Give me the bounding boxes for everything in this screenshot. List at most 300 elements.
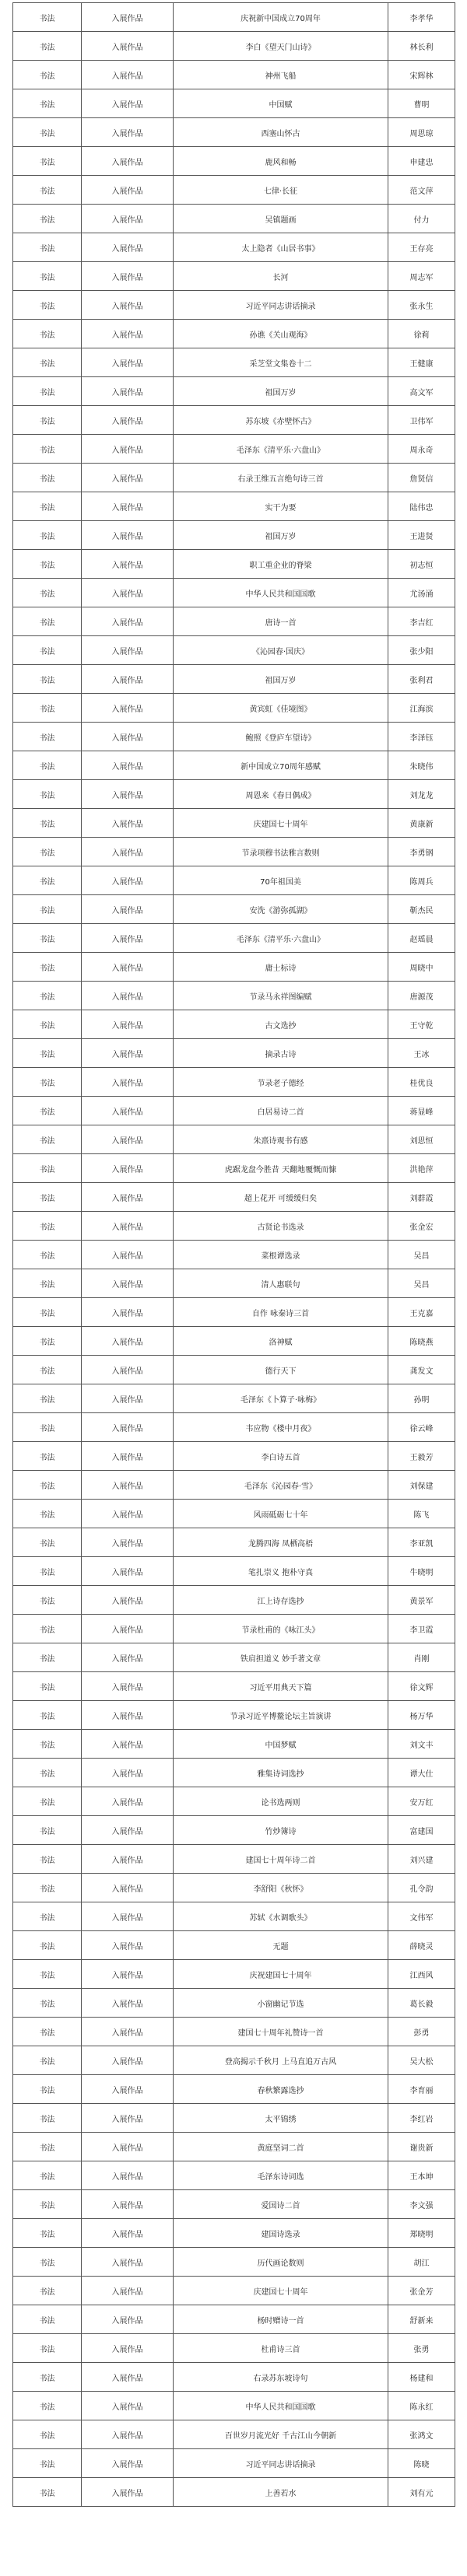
- table-row: [13, 2334, 455, 2363]
- category-cell: 书法: [13, 550, 82, 579]
- title-cell: 唐诗一首: [174, 607, 388, 636]
- status-cell: 入展作品: [82, 32, 174, 61]
- author-cell: 李育丽: [388, 2075, 455, 2104]
- title-cell: 建国七十周年诗二首: [174, 1845, 388, 1874]
- title-cell: 庆祝新中国成立70周年: [174, 3, 388, 32]
- table-row: [13, 2219, 455, 2248]
- status-cell: 入展作品: [82, 2248, 174, 2277]
- author-cell: 李文强: [388, 2190, 455, 2219]
- author-cell: 王冰: [388, 1039, 455, 1068]
- category-cell: 书法: [13, 1442, 82, 1471]
- category-cell: 书法: [13, 2046, 82, 2075]
- author-cell: 李吉红: [388, 607, 455, 636]
- category-cell: 书法: [13, 1356, 82, 1384]
- table-row: [13, 2075, 455, 2104]
- table-row: [13, 3, 455, 32]
- title-cell: 鹿风和畅: [174, 147, 388, 176]
- author-cell: 富建国: [388, 1816, 455, 1845]
- category-cell: 书法: [13, 32, 82, 61]
- table-row: [13, 2392, 455, 2420]
- status-cell: 入展作品: [82, 1500, 174, 1528]
- title-cell: 右录王维五言绝句诗三首: [174, 464, 388, 492]
- table-row: [13, 1902, 455, 1931]
- table-row: [13, 1643, 455, 1672]
- author-cell: 洪艳萍: [388, 1154, 455, 1183]
- status-cell: 入展作品: [82, 1701, 174, 1730]
- title-cell: 采芝堂文集卷十二: [174, 348, 388, 377]
- category-cell: 书法: [13, 1931, 82, 1960]
- title-cell: 登高揭示千秋月 上马直追万古风: [174, 2046, 388, 2075]
- status-cell: 入展作品: [82, 1528, 174, 1557]
- category-cell: 书法: [13, 1730, 82, 1759]
- status-cell: 入展作品: [82, 2133, 174, 2161]
- table-row: [13, 1413, 455, 1442]
- status-cell: 入展作品: [82, 2334, 174, 2363]
- title-cell: 《沁园春·国庆》: [174, 636, 388, 665]
- author-cell: 吴大松: [388, 2046, 455, 2075]
- author-cell: 桂优良: [388, 1068, 455, 1097]
- author-cell: 肖刚: [388, 1643, 455, 1672]
- category-cell: 书法: [13, 780, 82, 809]
- table-row: [13, 1298, 455, 1327]
- table-row: [13, 1327, 455, 1356]
- category-cell: 书法: [13, 2478, 82, 2507]
- title-cell: 西塞山怀古: [174, 118, 388, 147]
- author-cell: 陈晓燕: [388, 1327, 455, 1356]
- table-row: [13, 1125, 455, 1154]
- status-cell: 入展作品: [82, 2104, 174, 2133]
- author-cell: 刘龙龙: [388, 780, 455, 809]
- status-cell: 入展作品: [82, 751, 174, 780]
- table-row: [13, 2018, 455, 2046]
- table-row: [13, 1960, 455, 1989]
- author-cell: 王本坤: [388, 2161, 455, 2190]
- status-cell: 入展作品: [82, 1241, 174, 1269]
- table-row: [13, 1730, 455, 1759]
- status-cell: 入展作品: [82, 492, 174, 521]
- status-cell: 入展作品: [82, 780, 174, 809]
- table-row: [13, 2161, 455, 2190]
- status-cell: 入展作品: [82, 1471, 174, 1500]
- title-cell: 杜甫诗三首: [174, 2334, 388, 2363]
- category-cell: 书法: [13, 1212, 82, 1241]
- status-cell: 入展作品: [82, 1212, 174, 1241]
- author-cell: 詹贤信: [388, 464, 455, 492]
- author-cell: 张利君: [388, 665, 455, 694]
- category-cell: 书法: [13, 1557, 82, 1586]
- author-cell: 周志军: [388, 262, 455, 291]
- table-row: [13, 1931, 455, 1960]
- category-cell: 书法: [13, 1960, 82, 1989]
- category-cell: 书法: [13, 348, 82, 377]
- author-cell: 陈周兵: [388, 866, 455, 895]
- table-row: [13, 348, 455, 377]
- status-cell: 入展作品: [82, 348, 174, 377]
- title-cell: 庆建国七十周年: [174, 809, 388, 838]
- category-cell: 书法: [13, 521, 82, 550]
- title-cell: 无题: [174, 1931, 388, 1960]
- title-cell: 70年祖国美: [174, 866, 388, 895]
- status-cell: 入展作品: [82, 1356, 174, 1384]
- category-cell: 书法: [13, 1586, 82, 1615]
- title-cell: 毛泽东《清平乐·六盘山》: [174, 924, 388, 953]
- title-cell: 职工重企业的脊梁: [174, 550, 388, 579]
- category-cell: 书法: [13, 61, 82, 89]
- category-cell: 书法: [13, 1039, 82, 1068]
- table-row: [13, 1500, 455, 1528]
- status-cell: 入展作品: [82, 464, 174, 492]
- table-row: [13, 636, 455, 665]
- author-cell: 王克嘉: [388, 1298, 455, 1327]
- category-cell: 书法: [13, 1241, 82, 1269]
- table-row: [13, 1816, 455, 1845]
- status-cell: 入展作品: [82, 2478, 174, 2507]
- table-row: [13, 61, 455, 89]
- status-cell: 入展作品: [82, 2075, 174, 2104]
- title-cell: 铁肩担道义 妙手著文章: [174, 1643, 388, 1672]
- title-cell: 庆祝建国七十周年: [174, 1960, 388, 1989]
- category-cell: 书法: [13, 89, 82, 118]
- author-cell: 李勇钢: [388, 838, 455, 866]
- category-cell: 书法: [13, 1500, 82, 1528]
- author-cell: 张金宏: [388, 1212, 455, 1241]
- category-cell: 书法: [13, 1643, 82, 1672]
- author-cell: 李泽钰: [388, 723, 455, 751]
- author-cell: 葛长毅: [388, 1989, 455, 2018]
- title-cell: 笔扎崇义 抱朴守真: [174, 1557, 388, 1586]
- author-cell: 徐莉: [388, 320, 455, 348]
- title-cell: 祖国万岁: [174, 377, 388, 406]
- category-cell: 书法: [13, 924, 82, 953]
- table-row: [13, 1672, 455, 1701]
- title-cell: 中华人民共和国国歌: [174, 2392, 388, 2420]
- title-cell: 中国梦赋: [174, 1730, 388, 1759]
- status-cell: 入展作品: [82, 2018, 174, 2046]
- status-cell: 入展作品: [82, 176, 174, 205]
- table-row: [13, 32, 455, 61]
- status-cell: 入展作品: [82, 1125, 174, 1154]
- status-cell: 入展作品: [82, 1615, 174, 1643]
- category-cell: 书法: [13, 176, 82, 205]
- table-row: [13, 1183, 455, 1212]
- table-row: [13, 176, 455, 205]
- title-cell: 竹炒簿诗: [174, 1816, 388, 1845]
- author-cell: 孙明: [388, 1384, 455, 1413]
- category-cell: 书法: [13, 1125, 82, 1154]
- table-row: [13, 2190, 455, 2219]
- author-cell: 周思琼: [388, 118, 455, 147]
- author-cell: 文伟军: [388, 1902, 455, 1931]
- category-cell: 书法: [13, 205, 82, 233]
- author-cell: 江西风: [388, 1960, 455, 1989]
- title-cell: 新中国成立70周年感赋: [174, 751, 388, 780]
- status-cell: 入展作品: [82, 2277, 174, 2305]
- title-cell: 古文选抄: [174, 1010, 388, 1039]
- title-cell: 风雨砥砺七十年: [174, 1500, 388, 1528]
- author-cell: 刘思恒: [388, 1125, 455, 1154]
- title-cell: 中华人民共和国国歌: [174, 579, 388, 607]
- status-cell: 入展作品: [82, 291, 174, 320]
- category-cell: 书法: [13, 1471, 82, 1500]
- table-row: [13, 2363, 455, 2392]
- author-cell: 张永生: [388, 291, 455, 320]
- status-cell: 入展作品: [82, 665, 174, 694]
- status-cell: 入展作品: [82, 1759, 174, 1787]
- category-cell: 书法: [13, 751, 82, 780]
- status-cell: 入展作品: [82, 262, 174, 291]
- table-row: [13, 1701, 455, 1730]
- status-cell: 入展作品: [82, 1643, 174, 1672]
- title-cell: 毛泽东《卜算子·咏梅》: [174, 1384, 388, 1413]
- status-cell: 入展作品: [82, 320, 174, 348]
- category-cell: 书法: [13, 464, 82, 492]
- title-cell: 苏轼《水调歌头》: [174, 1902, 388, 1931]
- category-cell: 书法: [13, 694, 82, 723]
- author-cell: 陈永红: [388, 2392, 455, 2420]
- author-cell: 王守乾: [388, 1010, 455, 1039]
- status-cell: 入展作品: [82, 953, 174, 982]
- status-cell: 入展作品: [82, 61, 174, 89]
- author-cell: 彭勇: [388, 2018, 455, 2046]
- status-cell: 入展作品: [82, 1097, 174, 1125]
- author-cell: 宋辉林: [388, 61, 455, 89]
- title-cell: 清人惠联句: [174, 1269, 388, 1298]
- table-row: [13, 1615, 455, 1643]
- table-row: [13, 2420, 455, 2449]
- title-cell: 习近平同志讲话摘录: [174, 2449, 388, 2478]
- title-cell: 毛泽东《沁园春·雪》: [174, 1471, 388, 1500]
- title-cell: 雅集诗词选抄: [174, 1759, 388, 1787]
- author-cell: 张金芳: [388, 2277, 455, 2305]
- status-cell: 入展作品: [82, 89, 174, 118]
- table-row: [13, 1845, 455, 1874]
- status-cell: 入展作品: [82, 1931, 174, 1960]
- author-cell: 初志恒: [388, 550, 455, 579]
- category-cell: 书法: [13, 2161, 82, 2190]
- status-cell: 入展作品: [82, 1730, 174, 1759]
- category-cell: 书法: [13, 2305, 82, 2334]
- status-cell: 入展作品: [82, 1068, 174, 1097]
- table-row: [13, 1356, 455, 1384]
- status-cell: 入展作品: [82, 2392, 174, 2420]
- table-row: [13, 1874, 455, 1902]
- author-cell: 刘文丰: [388, 1730, 455, 1759]
- title-cell: 节录马永祥图编赋: [174, 982, 388, 1010]
- table-row: [13, 2478, 455, 2507]
- category-cell: 书法: [13, 2219, 82, 2248]
- table-row: [13, 953, 455, 982]
- table-row: [13, 895, 455, 924]
- author-cell: 付力: [388, 205, 455, 233]
- title-cell: 苏东坡《赤壁怀古》: [174, 406, 388, 435]
- status-cell: 入展作品: [82, 1672, 174, 1701]
- table-row: [13, 550, 455, 579]
- category-cell: 书法: [13, 147, 82, 176]
- status-cell: 入展作品: [82, 866, 174, 895]
- author-cell: 胡江: [388, 2248, 455, 2277]
- category-cell: 书法: [13, 1068, 82, 1097]
- status-cell: 入展作品: [82, 579, 174, 607]
- table-row: [13, 982, 455, 1010]
- category-cell: 书法: [13, 233, 82, 262]
- table-row: [13, 1586, 455, 1615]
- title-cell: 祖国万岁: [174, 521, 388, 550]
- table-row: [13, 579, 455, 607]
- author-cell: 张勇: [388, 2334, 455, 2363]
- category-cell: 书法: [13, 1154, 82, 1183]
- author-cell: 舒新来: [388, 2305, 455, 2334]
- status-cell: 入展作品: [82, 2046, 174, 2075]
- table-row: [13, 1528, 455, 1557]
- title-cell: 春秋繁露选抄: [174, 2075, 388, 2104]
- author-cell: 赵瑶晨: [388, 924, 455, 953]
- table-row: [13, 320, 455, 348]
- status-cell: 入展作品: [82, 1154, 174, 1183]
- table-row: [13, 1557, 455, 1586]
- author-cell: 陈飞: [388, 1500, 455, 1528]
- category-cell: 书法: [13, 1816, 82, 1845]
- title-cell: 吴镇题画: [174, 205, 388, 233]
- table-row: [13, 607, 455, 636]
- title-cell: 毛泽东诗词选: [174, 2161, 388, 2190]
- category-cell: 书法: [13, 1672, 82, 1701]
- table-row: [13, 2046, 455, 2075]
- status-cell: 入展作品: [82, 1874, 174, 1902]
- title-cell: 上善若水: [174, 2478, 388, 2507]
- table-row: [13, 2248, 455, 2277]
- category-cell: 书法: [13, 866, 82, 895]
- table-row: [13, 1241, 455, 1269]
- category-cell: 书法: [13, 2190, 82, 2219]
- title-cell: 龙腾四海 凤栖高梧: [174, 1528, 388, 1557]
- category-cell: 书法: [13, 607, 82, 636]
- title-cell: 朱熹诗观书有感: [174, 1125, 388, 1154]
- author-cell: 唐源茂: [388, 982, 455, 1010]
- category-cell: 书法: [13, 435, 82, 464]
- table-row: [13, 2449, 455, 2478]
- author-cell: 黄景军: [388, 1586, 455, 1615]
- status-cell: 入展作品: [82, 1989, 174, 2018]
- table-row: [13, 723, 455, 751]
- author-cell: 牛晓明: [388, 1557, 455, 1586]
- status-cell: 入展作品: [82, 205, 174, 233]
- entries-table-body: [13, 3, 455, 2507]
- category-cell: 书法: [13, 2018, 82, 2046]
- title-cell: 杨时赠诗一首: [174, 2305, 388, 2334]
- author-cell: 张鸿文: [388, 2420, 455, 2449]
- status-cell: 入展作品: [82, 1413, 174, 1442]
- category-cell: 书法: [13, 1528, 82, 1557]
- author-cell: 李卫霞: [388, 1615, 455, 1643]
- table-row: [13, 406, 455, 435]
- category-cell: 书法: [13, 838, 82, 866]
- table-row: [13, 780, 455, 809]
- status-cell: 入展作品: [82, 1269, 174, 1298]
- author-cell: 申建忠: [388, 147, 455, 176]
- category-cell: 书法: [13, 1183, 82, 1212]
- table-row: [13, 205, 455, 233]
- category-cell: 书法: [13, 2104, 82, 2133]
- author-cell: 王毅芳: [388, 1442, 455, 1471]
- category-cell: 书法: [13, 406, 82, 435]
- table-row: [13, 751, 455, 780]
- title-cell: 节录杜甫的《咏江头》: [174, 1615, 388, 1643]
- table-row: [13, 147, 455, 176]
- status-cell: 入展作品: [82, 809, 174, 838]
- category-cell: 书法: [13, 262, 82, 291]
- title-cell: 实干为要: [174, 492, 388, 521]
- title-cell: 神州飞船: [174, 61, 388, 89]
- status-cell: 入展作品: [82, 2161, 174, 2190]
- table-row: [13, 665, 455, 694]
- status-cell: 入展作品: [82, 838, 174, 866]
- author-cell: 曹明: [388, 89, 455, 118]
- table-row: [13, 866, 455, 895]
- table-row: [13, 694, 455, 723]
- status-cell: 入展作品: [82, 1586, 174, 1615]
- author-cell: 黄康新: [388, 809, 455, 838]
- title-cell: 节录项穆书法雅言数则: [174, 838, 388, 866]
- table-row: [13, 1068, 455, 1097]
- author-cell: 谢贵新: [388, 2133, 455, 2161]
- title-cell: 论书选两则: [174, 1787, 388, 1816]
- author-cell: 郑晓明: [388, 2219, 455, 2248]
- status-cell: 入展作品: [82, 118, 174, 147]
- category-cell: 书法: [13, 1097, 82, 1125]
- author-cell: 吴昌: [388, 1241, 455, 1269]
- table-row: [13, 118, 455, 147]
- category-cell: 书法: [13, 2075, 82, 2104]
- table-row: [13, 1384, 455, 1413]
- category-cell: 书法: [13, 1298, 82, 1327]
- table-row: [13, 2277, 455, 2305]
- table-row: [13, 1039, 455, 1068]
- title-cell: 节录习近平博鳌论坛主旨演讲: [174, 1701, 388, 1730]
- category-cell: 书法: [13, 1787, 82, 1816]
- title-cell: 节录老子德经: [174, 1068, 388, 1097]
- title-cell: 虎踞龙盘今胜昔 天翻地覆慨而慷: [174, 1154, 388, 1183]
- title-cell: 洛神赋: [174, 1327, 388, 1356]
- author-cell: 孔令韵: [388, 1874, 455, 1902]
- title-cell: 小窗幽记节选: [174, 1989, 388, 2018]
- status-cell: 入展作品: [82, 2305, 174, 2334]
- author-cell: 谭大仕: [388, 1759, 455, 1787]
- title-cell: 自作 咏秦诗三首: [174, 1298, 388, 1327]
- status-cell: 入展作品: [82, 147, 174, 176]
- table-row: [13, 1989, 455, 2018]
- table-row: [13, 1154, 455, 1183]
- table-row: [13, 2104, 455, 2133]
- author-cell: 李孝华: [388, 3, 455, 32]
- author-cell: 杨万华: [388, 1701, 455, 1730]
- category-cell: 书法: [13, 2420, 82, 2449]
- author-cell: 朱晓伟: [388, 751, 455, 780]
- status-cell: 入展作品: [82, 233, 174, 262]
- status-cell: 入展作品: [82, 1183, 174, 1212]
- category-cell: 书法: [13, 1701, 82, 1730]
- status-cell: 入展作品: [82, 1960, 174, 1989]
- status-cell: 入展作品: [82, 924, 174, 953]
- status-cell: 入展作品: [82, 1298, 174, 1327]
- author-cell: 吴昌: [388, 1269, 455, 1298]
- author-cell: 安万红: [388, 1787, 455, 1816]
- title-cell: 庸士标诗: [174, 953, 388, 982]
- title-cell: 韦应物《楼中月夜》: [174, 1413, 388, 1442]
- author-cell: 刘有元: [388, 2478, 455, 2507]
- table-row: [13, 1097, 455, 1125]
- category-cell: 书法: [13, 1759, 82, 1787]
- category-cell: 书法: [13, 291, 82, 320]
